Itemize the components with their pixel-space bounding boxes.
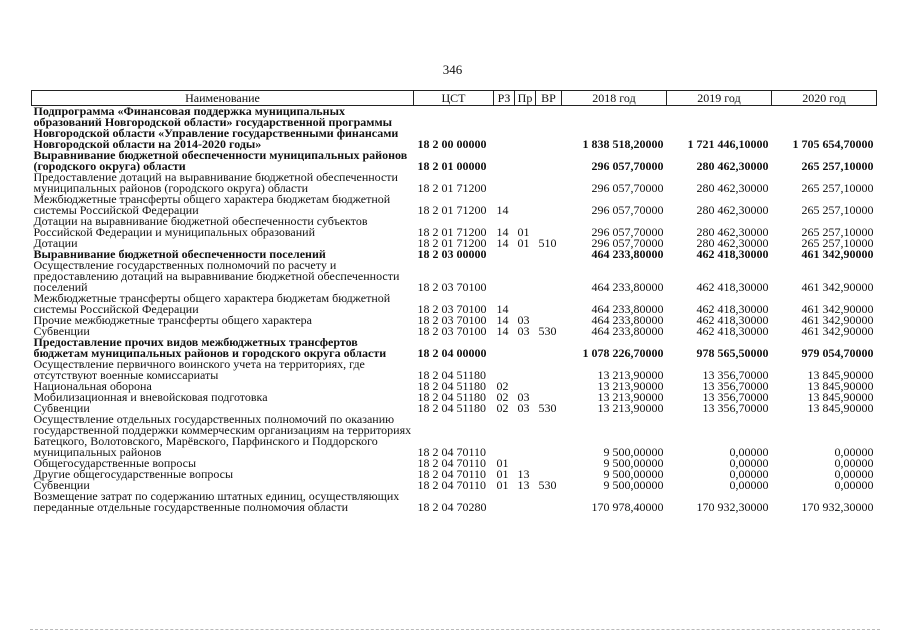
row-cst: 18 2 03 70100 [417,326,487,337]
row-rz: 14 [496,225,509,238]
row-value-2018: 170 978,40000 [591,500,664,513]
row-value-2020: 265 257,10000 [801,159,874,172]
table-body [32,106,877,514]
table-row [32,359,877,381]
row-vr [536,469,562,480]
row-cst: 18 2 01 71200 [417,225,487,238]
row-value-2019: 13 356,70000 [702,381,769,392]
row-name: Предоставление прочих видов межбюджетных трансфертов бюджетам муниципальных районов и городского округа области [33,335,387,360]
row-pr: 13 [517,469,530,480]
row-value-2018: 296 057,70000 [591,203,664,216]
table-row [32,260,877,293]
row-value-2020: 979 054,70000 [801,346,874,359]
row-vr: 510 [538,238,557,249]
row-rz: 14 [496,203,509,216]
row-rz [494,106,515,151]
table-row [32,172,877,194]
row-vr [536,458,562,469]
row-value-2020: 1 705 654,70000 [792,137,874,150]
row-value-2020: 265 257,10000 [801,181,874,194]
row-cst: 18 2 01 71200 [417,238,487,249]
row-cst: 18 2 04 70110 [417,445,487,458]
row-name: Субвенции [33,324,90,338]
row-rz: 14 [496,302,509,315]
row-cst: 18 2 03 70100 [417,280,487,293]
row-value-2019: 13 356,70000 [702,403,769,414]
row-cst: 18 2 01 71200 [417,203,487,216]
row-pr [515,249,536,260]
row-value-2018: 464 233,80000 [591,249,664,260]
row-vr: 530 [538,480,557,491]
row-value-2020: 13 845,90000 [807,392,874,403]
table-row [32,469,877,480]
row-value-2020: 265 257,10000 [801,238,874,249]
row-vr [536,194,562,216]
row-cst: 18 2 03 70100 [417,315,487,326]
row-name: Дотации на выравнивание бюджетной обеспеченности субъектов Российской Федерации и муниципальных образований [33,214,368,239]
row-value-2019: 0,00000 [729,445,769,458]
row-pr: 03 [517,326,530,337]
row-value-2020: 170 932,30000 [801,500,874,513]
row-value-2019: 0,00000 [729,458,769,469]
row-value-2019: 280 462,30000 [696,203,769,216]
row-vr [536,249,562,260]
row-rz: 02 [496,392,509,403]
row-cst: 18 2 04 70280 [417,500,487,513]
row-pr [515,172,536,194]
row-pr [515,150,536,172]
row-vr [536,491,562,513]
row-rz: 14 [496,326,509,337]
row-name: Межбюджетные трансферты общего характера бюджетам бюджетной системы Российской Федерации [33,291,391,316]
table-row [32,491,877,513]
row-cst: 18 2 04 51180 [417,403,487,414]
row-value-2020: 13 845,90000 [807,381,874,392]
row-vr [536,150,562,172]
row-vr: 530 [538,326,557,337]
table-row [32,414,877,458]
row-cst: 18 2 04 51180 [417,381,487,392]
row-pr: 03 [517,392,530,403]
row-value-2018: 296 057,70000 [591,238,664,249]
row-vr [536,414,562,458]
row-value-2020: 13 845,90000 [807,368,874,381]
row-value-2018: 9 500,00000 [603,469,664,480]
col-header-pr: Пр [515,91,536,106]
row-pr [515,414,536,458]
row-name: Прочие межбюджетные трансферты общего характера [33,313,312,327]
row-pr [515,458,536,469]
page-number: 346 [442,62,463,77]
row-value-2019: 280 462,30000 [696,238,769,249]
row-value-2018: 464 233,80000 [591,315,664,326]
row-name: Осуществление первичного воинского учета на территориях, где отсутствуют военные комиссариаты [33,357,365,382]
row-value-2018: 13 213,90000 [597,368,664,381]
row-value-2020: 13 845,90000 [807,403,874,414]
row-value-2020: 461 342,90000 [801,326,874,337]
budget-table [31,90,877,513]
row-name: Межбюджетные трансферты общего характера бюджетам бюджетной системы Российской Федерации [33,192,391,217]
row-value-2018: 464 233,80000 [591,280,664,293]
row-pr [515,293,536,315]
row-cst: 18 2 04 70110 [417,469,487,480]
col-header-2018: 2018 год [562,91,667,106]
row-cst: 18 2 01 00000 [417,159,487,172]
row-value-2018: 1 078 226,70000 [582,346,664,359]
row-value-2018: 464 233,80000 [591,302,664,315]
row-value-2018: 9 500,00000 [603,480,664,491]
row-value-2019: 462 418,30000 [696,249,769,260]
row-name: Выравнивание бюджетной обеспеченности поселений [33,247,326,261]
row-rz [494,172,515,194]
col-header-2019: 2019 год [667,91,772,106]
row-value-2019: 13 356,70000 [702,368,769,381]
table-row [32,315,877,326]
row-rz [494,150,515,172]
row-vr [536,381,562,392]
row-value-2020: 0,00000 [834,469,874,480]
row-pr: 13 [517,480,530,491]
row-value-2019: 462 418,30000 [696,315,769,326]
row-rz: 02 [496,403,509,414]
row-pr [515,359,536,381]
row-rz: 14 [496,315,509,326]
table-row [32,150,877,172]
row-pr: 01 [517,238,530,249]
row-name: Возмещение затрат по содержанию штатных единиц, осуществляющих переданные отдельные государственные полномочия области [33,489,400,514]
row-cst: 18 2 00 00000 [417,137,487,150]
table-row [32,293,877,315]
row-pr: 03 [517,403,530,414]
row-vr: 530 [538,403,557,414]
row-vr [536,216,562,238]
row-name: Субвенции [33,401,90,415]
row-name: Национальная оборона [33,379,152,393]
row-value-2018: 1 838 518,20000 [582,137,664,150]
row-cst: 18 2 04 00000 [417,346,487,359]
row-vr [536,293,562,315]
row-name: Осуществление отдельных государственных полномочий по оказанию государственной поддержки коммерческим организациям на территориях Батецкого, Волотовского, Марёвского, Парфинского и Поддорского муниципальных районов [33,412,412,459]
row-name: Выравнивание бюджетной обеспеченности муниципальных районов (городского округа) области [33,148,408,173]
col-header-rz: РЗ [494,91,515,106]
col-header-2020: 2020 год [772,91,877,106]
row-pr: 01 [517,225,530,238]
page-edge-divider [30,629,880,631]
row-value-2019: 280 462,30000 [696,225,769,238]
row-vr [536,392,562,403]
row-value-2020: 0,00000 [834,480,874,491]
row-name: Осуществление государственных полномочий по расчету и предоставлению дотаций на выравнивание бюджетной обеспеченности поселений [33,258,400,294]
row-name: Общегосударственные вопросы [33,456,197,470]
row-pr [515,381,536,392]
row-vr [536,359,562,381]
row-value-2019: 0,00000 [729,480,769,491]
row-name: Дотации [33,236,78,250]
row-pr [515,337,536,359]
row-name: Подпрограмма «Финансовая поддержка муниципальных образований Новгородской области» государственной программы Новгородской области «Управление государственными финансами Новгородской области на 2014-2020 годы» [33,104,399,151]
row-value-2019: 462 418,30000 [696,302,769,315]
table-row [32,194,877,216]
row-value-2020: 461 342,90000 [801,315,874,326]
row-rz [494,260,515,293]
row-rz: 02 [496,381,509,392]
row-value-2019: 170 932,30000 [696,500,769,513]
row-cst: 18 2 04 70110 [417,480,487,491]
row-value-2020: 461 342,90000 [801,280,874,293]
col-header-name: Наименование [32,91,414,106]
row-pr: 03 [517,315,530,326]
row-pr [515,491,536,513]
row-rz: 01 [496,480,509,491]
table-row [32,216,877,238]
row-value-2020: 265 257,10000 [801,225,874,238]
table-row [32,106,877,151]
row-rz: 01 [496,458,509,469]
row-value-2018: 13 213,90000 [597,403,664,414]
row-rz [494,414,515,458]
row-value-2018: 296 057,70000 [591,225,664,238]
row-rz: 14 [496,238,509,249]
row-name: Другие общегосударственные вопросы [33,467,234,481]
row-name: Мобилизационная и вневойсковая подготовка [33,390,268,404]
row-vr [536,172,562,194]
row-value-2018: 13 213,90000 [597,381,664,392]
row-value-2020: 0,00000 [834,445,874,458]
row-pr [515,194,536,216]
row-value-2018: 296 057,70000 [591,159,664,172]
row-vr [536,260,562,293]
row-name: Субвенции [33,478,90,492]
row-value-2018: 296 057,70000 [591,181,664,194]
row-vr [536,106,562,151]
row-value-2018: 9 500,00000 [603,445,664,458]
row-cst: 18 2 04 70110 [417,458,487,469]
row-value-2019: 462 418,30000 [696,326,769,337]
row-rz [494,337,515,359]
row-cst: 18 2 04 51180 [417,392,487,403]
row-value-2019: 1 721 446,10000 [687,137,769,150]
row-cst: 18 2 04 51180 [417,368,487,381]
col-header-vr: ВР [536,91,562,106]
row-value-2018: 13 213,90000 [597,392,664,403]
row-vr [536,337,562,359]
row-value-2019: 978 565,50000 [696,346,769,359]
row-rz [494,359,515,381]
row-pr [515,106,536,151]
row-value-2019: 462 418,30000 [696,280,769,293]
table-row [32,392,877,403]
row-cst: 18 2 01 71200 [417,181,487,194]
row-name: Предоставление дотаций на выравнивание бюджетной обеспеченности муниципальных районов (городского округа) области [33,170,398,195]
row-rz [494,491,515,513]
row-rz: 01 [496,469,509,480]
row-pr [515,260,536,293]
table-row [32,337,877,359]
row-value-2018: 464 233,80000 [591,326,664,337]
row-value-2019: 280 462,30000 [696,181,769,194]
row-vr [536,315,562,326]
row-value-2020: 461 342,90000 [801,249,874,260]
row-rz [494,249,515,260]
row-value-2020: 265 257,10000 [801,203,874,216]
row-cst: 18 2 03 00000 [417,249,487,260]
row-value-2019: 0,00000 [729,469,769,480]
row-value-2018: 9 500,00000 [603,458,664,469]
col-header-cst: ЦСТ [414,91,494,106]
row-value-2020: 461 342,90000 [801,302,874,315]
row-value-2020: 0,00000 [834,458,874,469]
row-cst: 18 2 03 70100 [417,302,487,315]
row-value-2019: 13 356,70000 [702,392,769,403]
row-value-2019: 280 462,30000 [696,159,769,172]
